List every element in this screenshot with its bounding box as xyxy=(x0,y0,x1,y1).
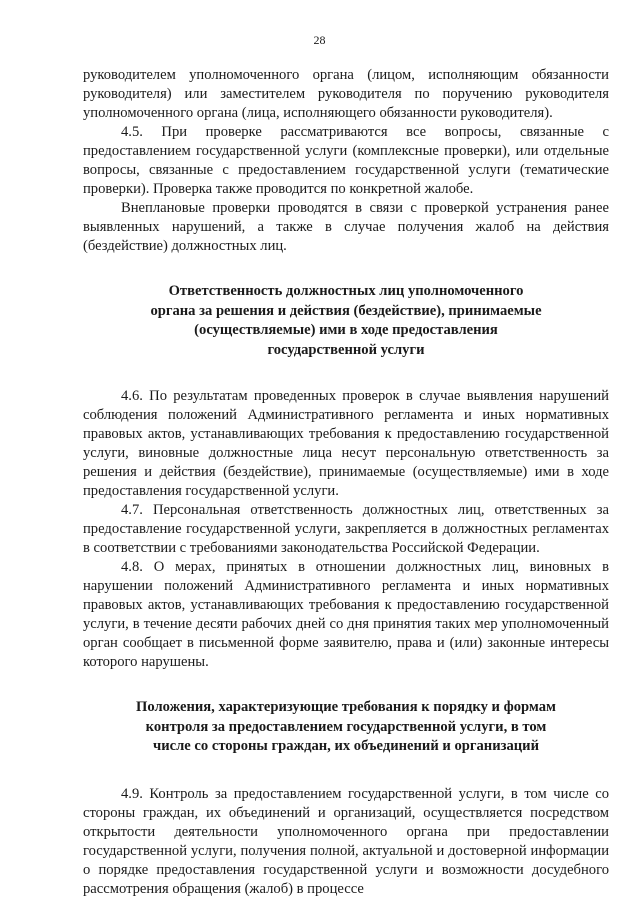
continuation-paragraph: руководителем уполномоченного органа (лицом, исполняющим обязанности руководителя) или заместителем руководителя по поручению руководителя уполномоченного органа (лица, исполняющего обязанности руководителя). xyxy=(83,67,609,121)
document-body xyxy=(83,66,609,899)
paragraph-4-6: 4.6. По результатам проведенных проверок в случае выявления нарушений соблюдения положений Административного регламента и иных нормативных правовых актов, устанавливающих требования к предоставлению государственной услуги, виновные должностные лица несут персональную ответственность за решения и действия (бездействие), принимаемые (осуществляемые) ими в ходе предоставления государственной услуги. xyxy=(83,388,609,499)
heading-line: органа за решения и действия (бездействие), принимаемые xyxy=(150,302,542,319)
heading-line: государственной услуги xyxy=(267,341,425,358)
paragraph-unplanned-inspections: Внеплановые проверки проводятся в связи с проверкой устранения ранее выявленных нарушений, а также в случае получения жалоб на действия (бездействие) должностных лиц. xyxy=(83,200,609,254)
heading-line: Ответственность должностных лиц уполномоченного xyxy=(168,283,524,299)
paragraph-4-7: 4.7. Персональная ответственность должностных лиц, ответственных за предоставление государственной услуги, закрепляется в должностных регламентах в соответствии с требованиями законодательства Российской Федерации. xyxy=(83,502,609,556)
page-number: 28 xyxy=(313,33,326,47)
section-heading-responsibility xyxy=(83,282,609,360)
section-heading-control-requirements xyxy=(83,698,609,757)
heading-line: контроля за предоставлением государственной услуги, в том xyxy=(145,718,547,735)
paragraph-4-5: 4.5. При проверке рассматриваются все вопросы, связанные с предоставлением государственной услуги (комплексные проверки), или отдельные вопросы, связанные с предоставлением государственной услуги (тематические проверки). Проверка также проводится по конкретной жалобе. xyxy=(83,124,609,197)
heading-line: (осуществляемые) ими в ходе предоставления xyxy=(194,322,498,338)
paragraph-4-9: 4.9. Контроль за предоставлением государственной услуги, в том числе со стороны граждан, их объединений и организаций, осуществляется посредством открытости деятельности уполномоченного органа при предоставлении государственной услуги, получения полной, актуальной и достоверной информации о порядке предоставления государственной услуги и возможности досудебного рассмотрения обращения (жалоб) в процессе xyxy=(83,785,609,897)
heading-line: Положения, характеризующие требования к порядку и формам xyxy=(136,699,556,715)
heading-line: числе со стороны граждан, их объединений и организаций xyxy=(152,738,539,754)
paragraph-4-8: 4.8. О мерах, принятых в отношении должностных лиц, виновных в нарушении положений Административного регламента и иных нормативных правовых актов, устанавливающих требования к предоставлению государственной услуги, в течение десяти рабочих дней со дня принятия таких мер уполномоченный орган сообщает в письменной форме заявителю, права и (или) законные интересы которого нарушены. xyxy=(83,559,609,670)
